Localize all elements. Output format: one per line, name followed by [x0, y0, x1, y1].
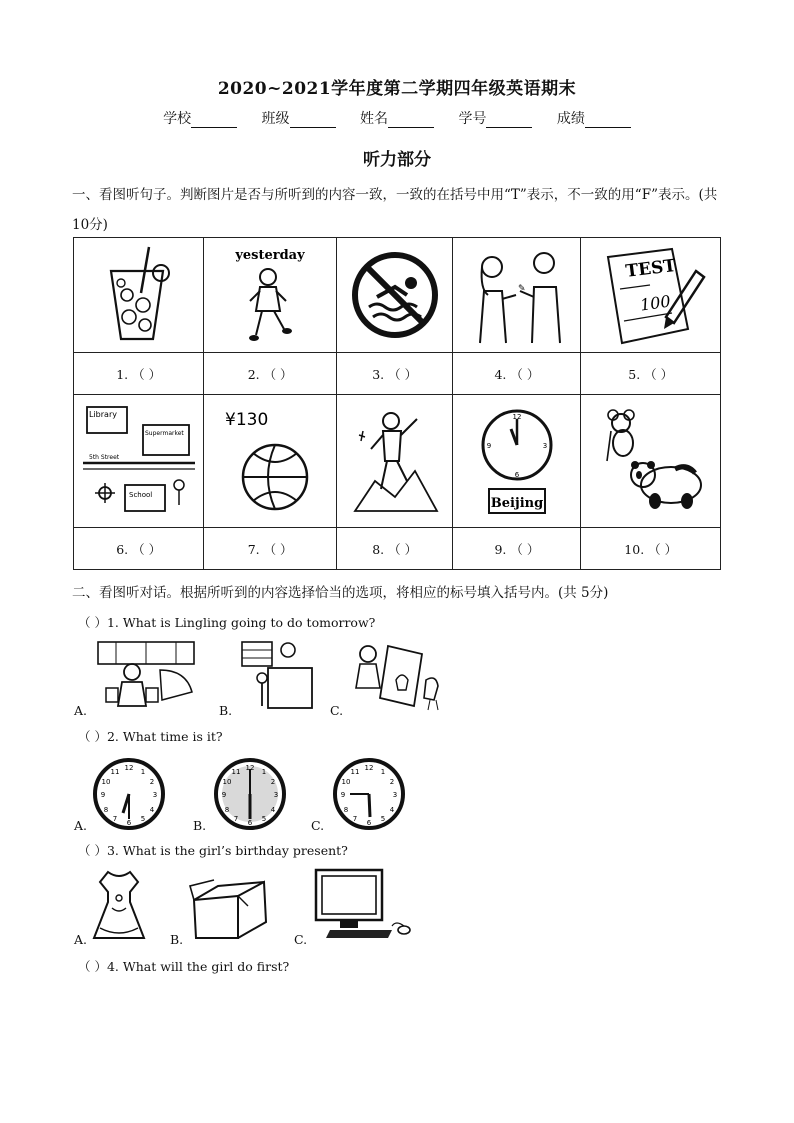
svg-text:4: 4 — [389, 806, 395, 814]
juice-glass-icon — [99, 243, 179, 347]
pic-beijing-clock-cell — [453, 395, 581, 528]
svg-text:3: 3 — [273, 791, 279, 799]
student-number-field[interactable] — [458, 108, 532, 128]
q1-option-a[interactable]: A. — [74, 703, 88, 718]
svg-text:6: 6 — [514, 471, 520, 479]
class-field[interactable] — [262, 108, 336, 128]
answer-slot-1[interactable]: 1. （ ） — [74, 353, 204, 395]
svg-text:8: 8 — [103, 806, 109, 814]
svg-text:6: 6 — [366, 819, 372, 827]
koala-panda-icon — [591, 401, 711, 521]
svg-text:10: 10 — [341, 778, 351, 786]
svg-text:12: 12 — [245, 764, 255, 772]
svg-text:8: 8 — [224, 806, 230, 814]
svg-text:3: 3 — [392, 791, 398, 799]
q3-option-b[interactable]: B. — [170, 932, 184, 947]
mountain-climbing-icon — [345, 401, 445, 521]
supermarket-text: Supermarket — [144, 430, 184, 437]
listening-section-title: 听力部分 — [363, 150, 431, 170]
q2-option-b[interactable]: B. — [193, 818, 207, 833]
svg-text:9: 9 — [100, 791, 106, 799]
svg-text:8: 8 — [343, 806, 349, 814]
clock-c-icon — [332, 757, 406, 831]
score-field[interactable] — [557, 108, 631, 128]
answer-slot-2[interactable]: 2. （ ） — [204, 353, 337, 395]
pic-yesterday-cell — [204, 238, 337, 353]
yesterday-text: yesterday — [235, 248, 305, 263]
svg-text:✎: ✎ — [517, 284, 526, 294]
library-reading-icon — [238, 640, 318, 712]
svg-text:9: 9 — [340, 791, 346, 799]
school-field[interactable] — [163, 108, 237, 128]
answer-slot-8[interactable]: 8. （ ） — [336, 528, 452, 570]
svg-text:5: 5 — [140, 815, 146, 823]
student-info-row — [0, 108, 794, 128]
street-text: 5th Street — [88, 454, 119, 461]
drawing-picture-icon — [352, 640, 444, 712]
svg-text:11: 11 — [110, 768, 120, 776]
beijing-clock-icon — [467, 401, 567, 521]
svg-text:5: 5 — [261, 815, 267, 823]
question-3[interactable]: （ ）3. What is the girl’s birthday present? — [78, 843, 348, 858]
answer-slot-10[interactable]: 10. （ ） — [581, 528, 721, 570]
answer-slot-6[interactable]: 6. （ ） — [74, 528, 204, 570]
price-text: ¥130 — [225, 410, 269, 430]
beijing-text: Beijing — [490, 496, 544, 511]
shopping-icon — [96, 640, 196, 710]
school-label: 学校 — [163, 111, 192, 127]
answer-slot-7[interactable]: 7. （ ） — [204, 528, 337, 570]
svg-text:7: 7 — [233, 815, 239, 823]
score-text: 100 — [638, 291, 672, 315]
svg-text:10: 10 — [222, 778, 232, 786]
page-title: 2020~2021学年度第二学期四年级英语期末 — [217, 79, 577, 99]
svg-text:9: 9 — [221, 791, 227, 799]
box-icon — [188, 876, 272, 942]
svg-text:4: 4 — [149, 806, 155, 814]
svg-text:7: 7 — [352, 815, 358, 823]
svg-text:11: 11 — [231, 768, 241, 776]
test-paper-icon — [592, 243, 710, 347]
two-people-talking-icon — [462, 243, 572, 347]
question-4[interactable]: （ ）4. What will the girl do first? — [78, 959, 290, 974]
q2-option-a[interactable]: A. — [74, 818, 88, 833]
svg-text:7: 7 — [112, 815, 118, 823]
name-label: 姓名 — [360, 111, 388, 127]
computer-icon — [310, 866, 414, 942]
q1-option-b[interactable]: B. — [219, 703, 233, 718]
svg-text:2: 2 — [270, 778, 276, 786]
svg-text:10: 10 — [101, 778, 111, 786]
svg-text:6: 6 — [126, 819, 132, 827]
svg-text:11: 11 — [350, 768, 360, 776]
svg-text:12: 12 — [364, 764, 374, 772]
question-1[interactable]: （ ）1. What is Lingling going to do tomorrow? — [78, 615, 376, 630]
q3-option-a[interactable]: A. — [74, 932, 88, 947]
question-2[interactable]: （ ）2. What time is it? — [78, 729, 223, 744]
library-text: Library — [88, 410, 117, 419]
name-field[interactable] — [360, 108, 434, 128]
section2-instruction: 二、看图听对话。根据所听到的内容选择恰当的选项，将相应的标号填入括号内。(共 5分) — [72, 585, 609, 601]
pic-basketball-cell — [204, 395, 337, 528]
clock-a-icon — [92, 757, 166, 831]
answer-slot-3[interactable]: 3. （ ） — [336, 353, 452, 395]
section1-instruction: 一、看图听句子。判断图片是否与所听到的内容一致，一致的在括号中用“T”表示，不一致的用“F”表示。(共 10分) — [72, 187, 718, 233]
svg-text:4: 4 — [270, 806, 276, 814]
no-swimming-icon — [347, 247, 443, 343]
pic-two-people-cell — [453, 238, 581, 353]
svg-text:2: 2 — [389, 778, 395, 786]
girl-yesterday-icon — [220, 243, 320, 347]
answer-slot-4[interactable]: 4. （ ） — [453, 353, 581, 395]
svg-text:2: 2 — [149, 778, 155, 786]
svg-text:12: 12 — [512, 413, 522, 421]
svg-text:6: 6 — [247, 819, 253, 827]
svg-text:1: 1 — [140, 768, 146, 776]
class-label: 班级 — [261, 111, 290, 127]
score-label: 成绩 — [556, 111, 585, 127]
pic-street-map-cell — [74, 395, 204, 528]
svg-text:9: 9 — [486, 442, 492, 450]
pic-test-cell — [581, 238, 721, 353]
school-text: School — [128, 491, 152, 499]
student-number-label: 学号 — [458, 111, 487, 127]
dress-icon — [90, 868, 148, 944]
svg-text:3: 3 — [542, 442, 548, 450]
answer-slot-5[interactable]: 5. （ ） — [581, 353, 721, 395]
svg-text:1: 1 — [380, 768, 386, 776]
q1-option-c[interactable]: C. — [330, 703, 344, 718]
svg-text:12: 12 — [124, 764, 134, 772]
q3-option-c[interactable]: C. — [294, 932, 308, 947]
street-map-icon — [83, 401, 195, 521]
svg-text:5: 5 — [380, 815, 386, 823]
pic-no-swimming-cell — [336, 238, 452, 353]
svg-text:1: 1 — [261, 768, 267, 776]
pic-climbing-cell — [336, 395, 452, 528]
test-text: TEST — [624, 255, 677, 282]
answer-slot-9[interactable]: 9. （ ） — [453, 528, 581, 570]
basketball-price-icon — [213, 401, 327, 521]
pic-koala-panda-cell — [581, 395, 721, 528]
svg-text:3: 3 — [152, 791, 158, 799]
q2-option-c[interactable]: C. — [311, 818, 325, 833]
section1-picture-table — [73, 237, 721, 570]
pic-juice-cell — [74, 238, 204, 353]
clock-b-icon — [213, 757, 287, 831]
